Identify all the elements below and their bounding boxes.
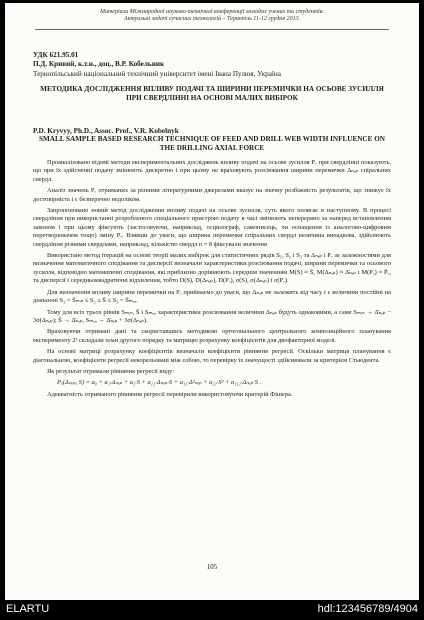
paragraph: Аналіз значень Pₒ отриманих за різними літературними джерелами вказує на значну розбіжність результатів, що знижує їх достовірність і є безперечно недоліком. bbox=[33, 187, 391, 203]
paragraph: Запропоновано новий метод дослідження впливу подачі на осьове зусилля, суть якого полягає в наступному. В процесі свердління при використанні розробленого спеціального пристрою подачу в часі змінюють неперервно за наперед встановленим законом і при цьому фіксують (застосовуючи, наприклад, осцилограф, самописець, чи оснащення із аналогово-цифровим перетворювачем тощо) зміну Pₒ. Взявши до уваги, що ширина перемички спіральних свердл величина випадкова, здійснюють свердління різними свердлами, наприклад, кількістю свердл n = 8 фіксували значення bbox=[33, 207, 391, 248]
title-en: SMALL SAMPLE BASED RESEARCH TECHNIQUE OF FEED AND DRILL WEB WIDTH INFLUENCE ON THE DRILLING AXIAL FORCE bbox=[39, 135, 385, 152]
paper-page bbox=[5, 3, 419, 600]
regression-formula: Pₒ(Δₙₑₚ, S) = a₀ + a₁·Δₙₑₚ + a₂·S + a₁₂·Δₙₑₚ·S + a₁₁·Δ²ₙₑₚ + a₂₂·S² + a₁₁₂·Δₙₑₚ·S . bbox=[57, 379, 262, 387]
paragraph: Використано метод ітерацій на основі теорії малих вибірок для статистичних рядів S₁, S₂ і S₃ та Δₙₑₚ і Pₒ за залежностями для визначення математичного сподівання та дисперсії визначали характеристики розсіювання подачі, ширини перемички та осьового зусилля, відповідно математичні сподівання, які приблизно дорівнюють середнім значенням M(S) ≈ S̄, M(Δₙₑₚ) ≈ Δ̄ₙₑₚ і M(Pₒ) ≈ P̄ₒ, та дисперсії і середньоквадратичні відхилення, тобто D(S), D(Δₙₑₚ), D(Pₒ), σ(S), σ(Δₙₑₚ) і σ(Pₒ). bbox=[33, 252, 391, 285]
header-line-2: Актуальні задачі сучасних технологій – Тернопіль 11-12 грудня 2013. bbox=[123, 16, 301, 22]
authors-en: P.D. Kryvyy, Ph.D., Assoc. Prof., V.R. Kobelnyk bbox=[33, 127, 179, 135]
footer-handle: hdl:123456789/4904 bbox=[317, 603, 418, 615]
closing-paragraph: Адекватність отриманого рівняння регресії перевірили використовуючи критерій Фішера. bbox=[47, 390, 293, 398]
header-rule bbox=[35, 29, 389, 30]
authors-ua: П.Д. Кривий, к.т.н., доц., В.Р. Кобельник bbox=[33, 60, 165, 68]
article-body bbox=[33, 159, 391, 402]
conference-header bbox=[5, 9, 419, 23]
paragraph: На основі матриці розрахунку коефіцієнтів визначали коефіцієнти рівняння регресії. Оскільки матриця планування є діагональною, коефіцієнти регресії некорельовані між собою, то перевірку їх значущості здійснювали за критерієм Стьюдента. bbox=[33, 348, 391, 364]
footer-bar bbox=[0, 600, 424, 620]
paragraph: Тому для всіх трьох рівнів Sₘᵢₙ, S̄ і Sₘₐₓ характеристики розсіювання величини Δₙₑₚ будуть однаковими, а саме Sₘᵢₙ → Δ̄ₙₑₚ − 3σ(Δₙₑₚ); S̄ → Δ̄ₙₑₚ, Sₘₐₓ → Δ̄ₙₑₚ + 3σ(Δₙₑₚ). bbox=[33, 308, 391, 324]
footer-repository: ELARTU bbox=[6, 603, 50, 615]
paragraph: Як результат отримали рівняння регресії виду: bbox=[47, 367, 174, 375]
paragraph: Проаналізовано відомі методи експериментальних досліджень впливу подачі на осьове зусилля Pₒ при свердлінні показують, що при їх здійсненні подачу змінюють дискретно і при цьому не враховують розсіювання ширини перемички Δₙₑₚ спіральних свердл. bbox=[33, 159, 391, 183]
header-line-1: Матеріали Міжнародної науково-технічної конференції молодих учених та студентів. bbox=[100, 9, 324, 15]
paragraph: Для визначення впливу ширини перемички на Pₒ приймаємо до уваги, що Δₙₑₚ не залежить від часу і є величини постійні на діапазоні S₁ = S̄ₘᵢₙ ≤ S₂ ≤ S̄ ≤ S₃ = S̄ₘₐₓ. bbox=[33, 288, 391, 305]
page-number: 105 bbox=[206, 563, 218, 571]
title-ua: МЕТОДИКА ДОСЛІДЖЕННЯ ВПЛИВУ ПОДАЧІ ТА ШИРИНИ ПЕРЕМИЧКИ НА ОСЬОВЕ ЗУСИЛЛЯ ПРИ СВЕРДЛІННІ НА ОСНОВІ МАЛИХ ВИБІРОК bbox=[40, 85, 384, 102]
affiliation: Тернопільський національний технічний університет імені Івана Пулюя, Україна bbox=[33, 70, 281, 78]
paragraph: Враховуючи отримані дані та скориставшись методикою ортогонального центрального композиційного планування експерименту 2² складали план другого порядку та матрицю розрахунку коефіцієнтів для двофакторної моделі. bbox=[33, 328, 391, 344]
udc-code: УДК 621.95.01 bbox=[33, 51, 79, 59]
